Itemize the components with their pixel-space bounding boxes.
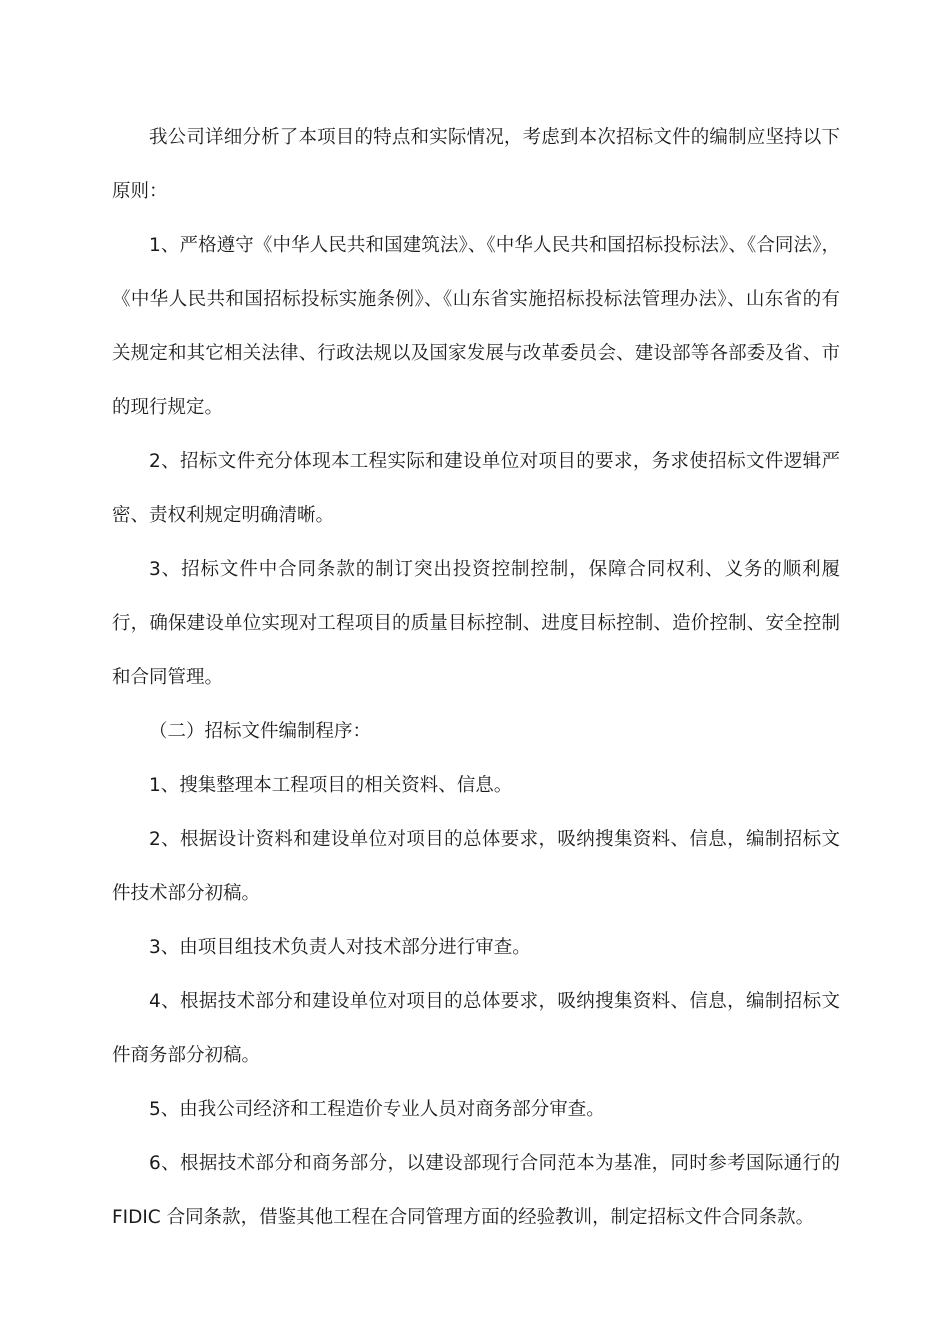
document-body [112, 111, 840, 1245]
paragraph-step-5: 5、由我公司经济和工程造价专业人员对商务部分审查。 [149, 1099, 605, 1120]
paragraph-step-1: 1、搜集整理本工程项目的相关资料、信息。 [149, 775, 513, 796]
paragraph-step-4: 4、根据技术部分和建设单位对项目的总体要求，吸纳搜集资料、信息，编制招标文件商务部分初稿。 [112, 991, 840, 1066]
paragraph-principle-3: 3、招标文件中合同条款的制订突出投资控制控制，保障合同权利、义务的顺利履行，确保建设单位实现对工程项目的质量目标控制、进度目标控制、造价控制、安全控制和合同管理。 [112, 559, 840, 688]
paragraph-intro: 我公司详细分析了本项目的特点和实际情况，考虑到本次招标文件的编制应坚持以下原则： [112, 127, 840, 202]
paragraph-step-2: 2、根据设计资料和建设单位对项目的总体要求，吸纳搜集资料、信息，编制招标文件技术部分初稿。 [112, 829, 840, 904]
paragraph-step-3: 3、由项目组技术负责人对技术部分进行审查。 [149, 937, 531, 958]
paragraph-principle-1: 1、严格遵守《中华人民共和国建筑法》、《中华人民共和国招标投标法》、《合同法》，《中华人民共和国招标投标实施条例》、《山东省实施招标投标法管理办法》、山东省的有关规定和其它相关法律、行政法规以及国家发展与改革委员会、建设部等各部委及省、市的现行规定。 [112, 235, 840, 418]
section-heading-procedure: （二）招标文件编制程序： [149, 721, 372, 742]
paragraph-principle-2: 2、招标文件充分体现本工程实际和建设单位对项目的要求，务求使招标文件逻辑严密、责权利规定明确清晰。 [112, 451, 840, 526]
paragraph-step-6: 6、根据技术部分和商务部分，以建设部现行合同范本为基准，同时参考国际通行的 FIDIC 合同条款，借鉴其他工程在合同管理方面的经验教训，制定招标文件合同条款。 [112, 1153, 840, 1228]
